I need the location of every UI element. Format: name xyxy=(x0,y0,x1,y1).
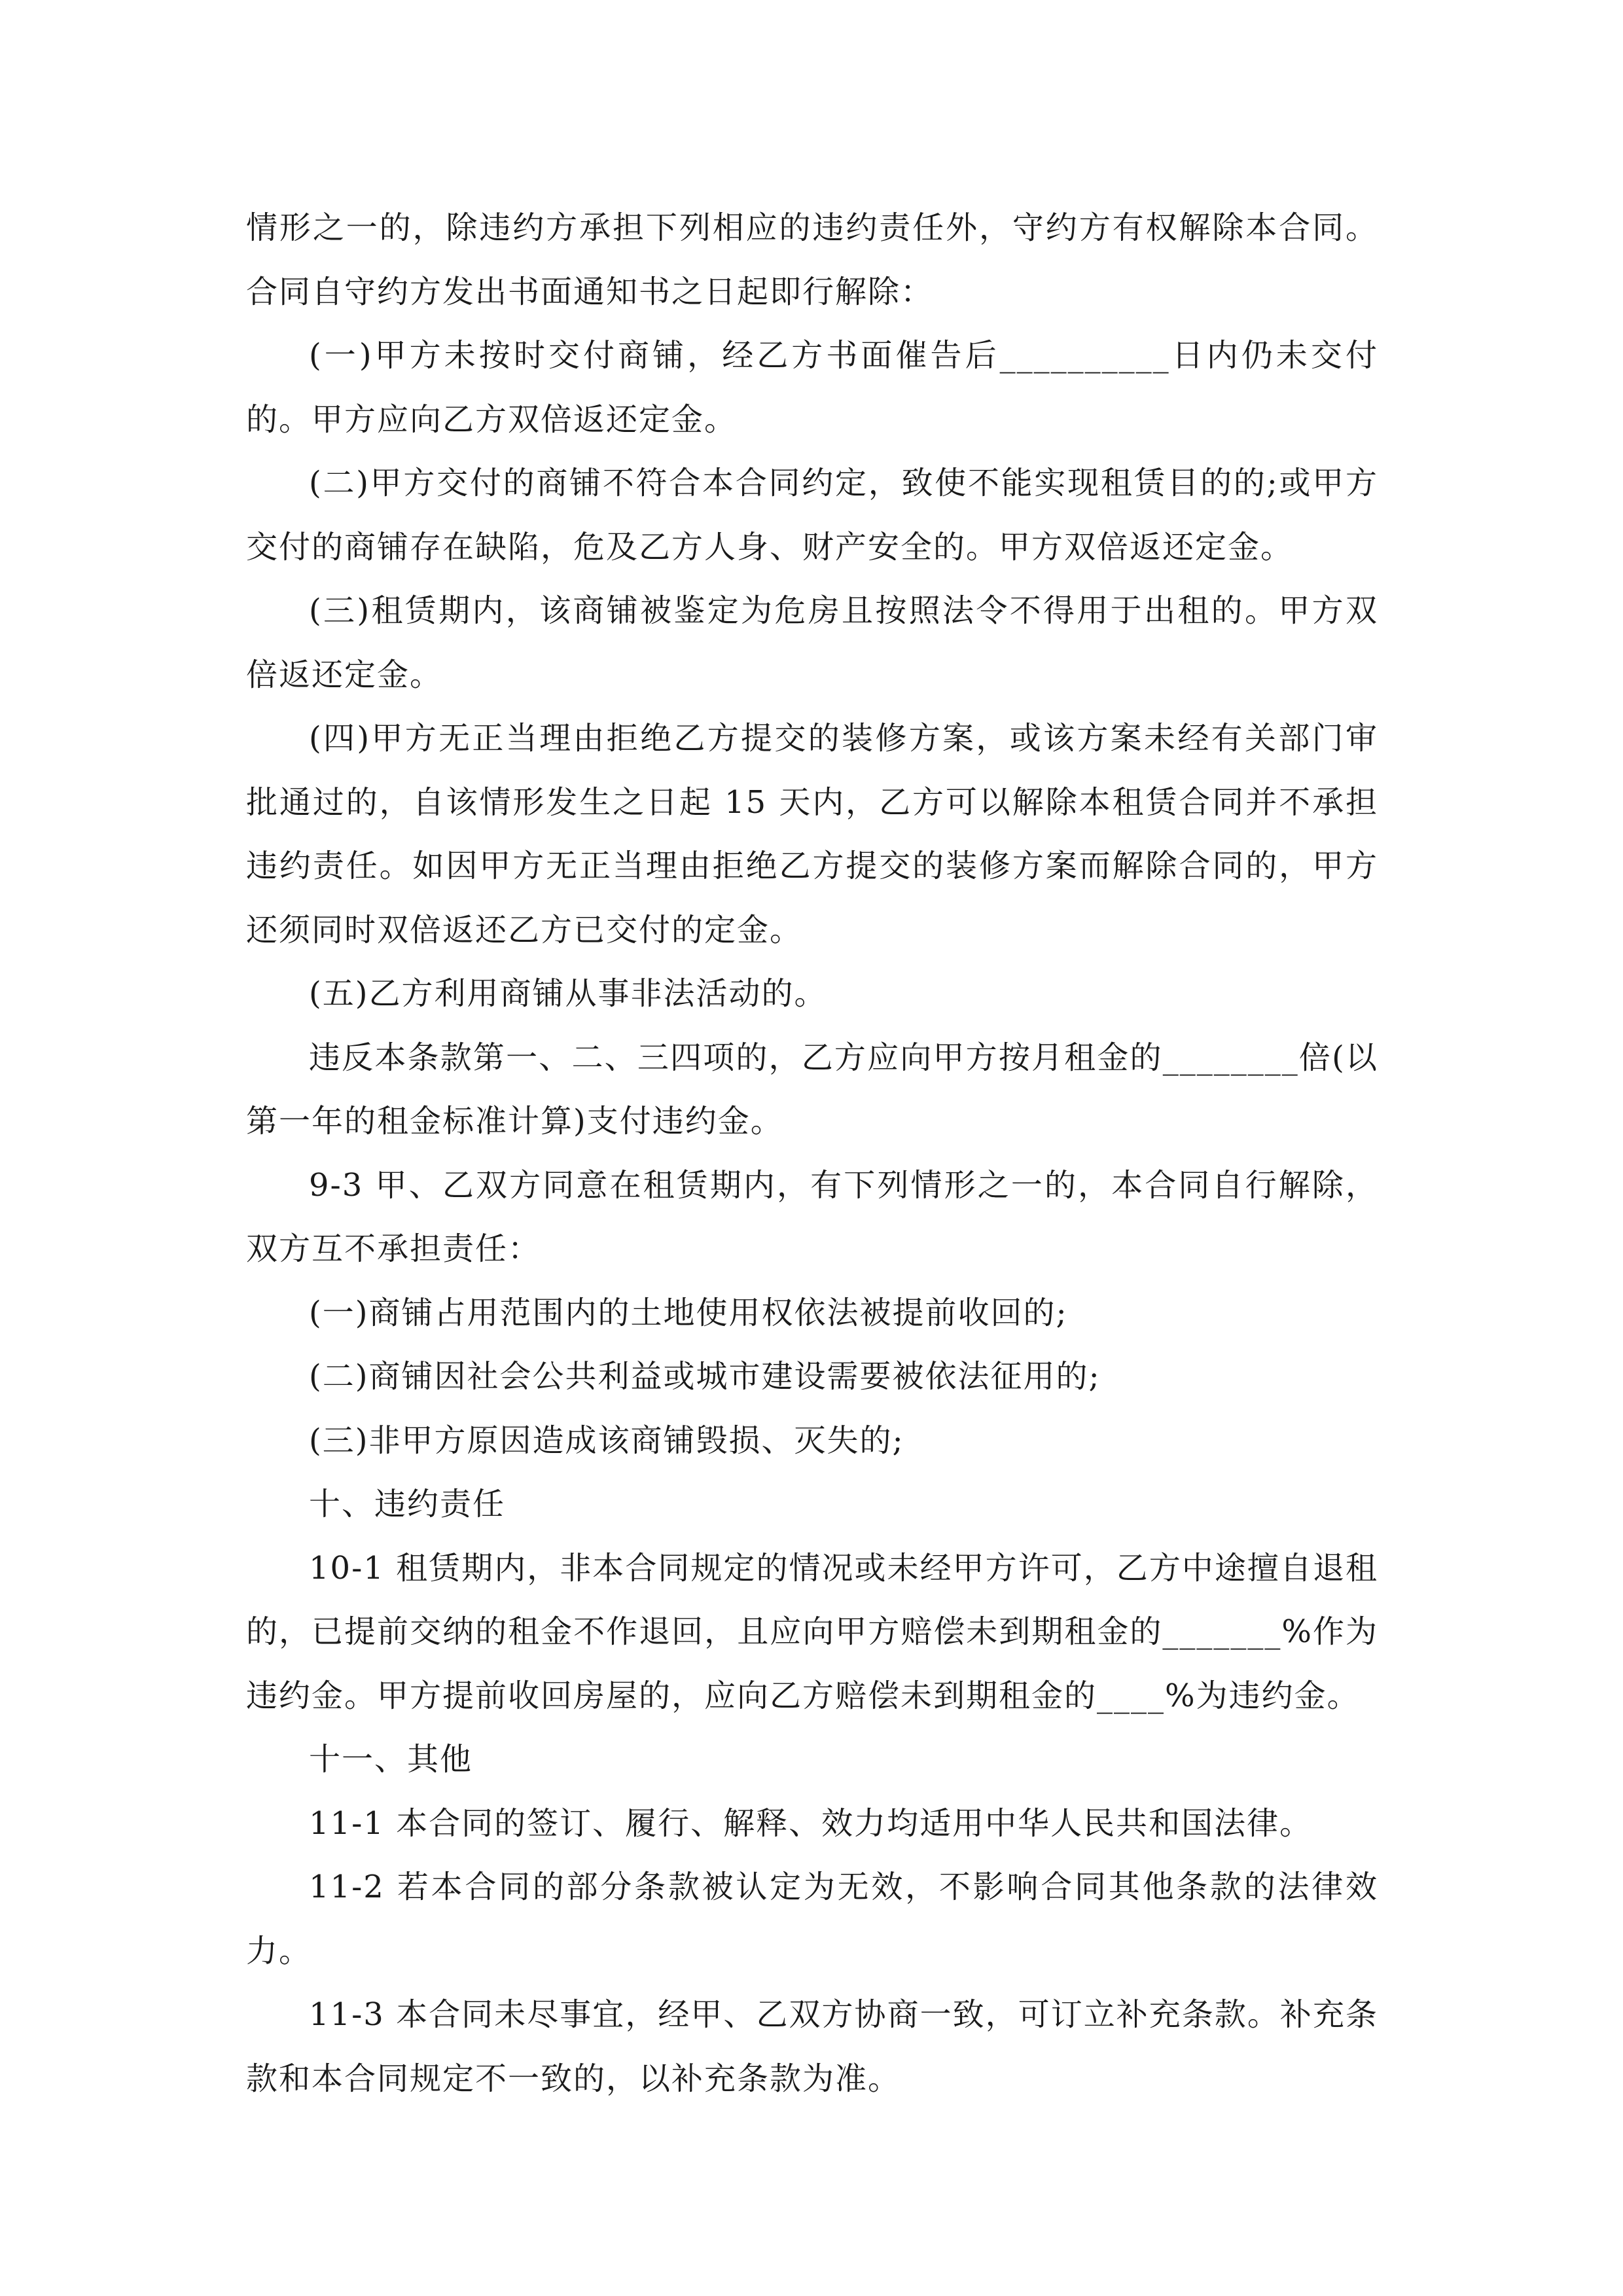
clause-10-1: 10-1 租赁期内，非本合同规定的情况或未经甲方许可，乙方中途擅自退租的，已提前交纳的租金不作退回，且应向甲方赔偿未到期租金的_______%作为违约金。甲方提前收回房屋的，应向乙方赔偿未到期租金的____%为违约金。 xyxy=(246,1549,1378,1714)
clause-9-3-item-2: (二)商铺因社会公共利益或城市建设需要被依法征用的; xyxy=(309,1358,1101,1395)
clause-1-delivery-default: (一)甲方未按时交付商铺，经乙方书面催告后__________日内仍未交付的。甲方应向乙方双倍返还定金。 xyxy=(246,337,1378,438)
clause-3-dangerous-building: (三)租赁期内，该商铺被鉴定为危房且按照法令不得用于出租的。甲方双倍返还定金。 xyxy=(246,592,1378,693)
paragraph-continuation: 情形之一的，除违约方承担下列相应的违约责任外，守约方有权解除本合同。合同自守约方发出书面通知书之日起即行解除： xyxy=(246,209,1378,310)
clause-2-nonconforming-shop: (二)甲方交付的商铺不符合本合同约定，致使不能实现租赁目的的;或甲方交付的商铺存在缺陷，危及乙方人身、财产安全的。甲方双倍返还定金。 xyxy=(246,465,1378,565)
section-heading-10: 十、违约责任 xyxy=(309,1486,506,1522)
clause-11-3: 11-3 本合同未尽事宜，经甲、乙双方协商一致，可订立补充条款。补充条款和本合同规定不一致的，以补充条款为准。 xyxy=(246,1996,1378,2097)
clause-11-2: 11-2 若本合同的部分条款被认定为无效，不影响合同其他条款的法律效力。 xyxy=(246,1869,1378,1969)
penalty-clause: 违反本条款第一、二、三四项的，乙方应向甲方按月租金的________倍(以第一年的租金标准计算)支付违约金。 xyxy=(246,1039,1378,1139)
clause-4-renovation-plan: (四)甲方无正当理由拒绝乙方提交的装修方案，或该方案未经有关部门审批通过的，自该情形发生之日起 15 天内，乙方可以解除本租赁合同并不承担违约责任。如因甲方无正当理由拒绝乙方提交的装修方案而解除合同的，甲方还须同时双倍返还乙方已交付的定金。 xyxy=(246,720,1378,948)
clause-9-3-item-1: (一)商铺占用范围内的土地使用权依法被提前收回的; xyxy=(309,1294,1068,1331)
clause-9-3: 9-3 甲、乙双方同意在租赁期内，有下列情形之一的，本合同自行解除，双方互不承担责任： xyxy=(246,1166,1378,1267)
clause-11-1: 11-1 本合同的签订、履行、解释、效力均适用中华人民共和国法律。 xyxy=(309,1804,1313,1842)
document-page xyxy=(246,196,1378,2111)
clause-5-illegal-activity: (五)乙方利用商铺从事非法活动的。 xyxy=(309,975,827,1012)
section-heading-11: 十一、其他 xyxy=(309,1741,473,1778)
clause-9-3-item-3: (三)非甲方原因造成该商铺毁损、灭失的; xyxy=(309,1422,904,1459)
